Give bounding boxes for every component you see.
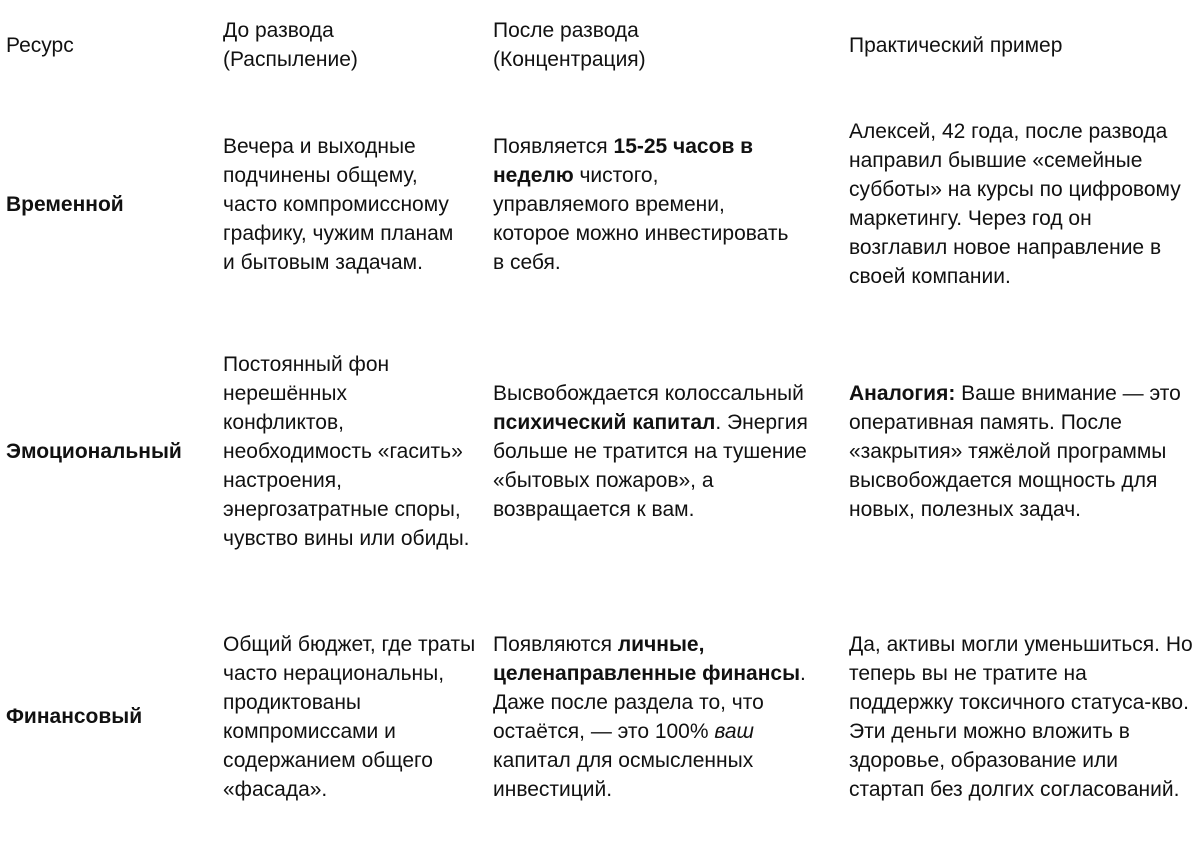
header-before [217, 0, 487, 90]
row-label-emotional [0, 318, 217, 584]
header-after [487, 0, 843, 90]
header-after-text: После развода (Концентрация) [493, 19, 646, 71]
row-emotional-example-text [849, 379, 1194, 524]
row-emotional-example-body: Ваше внимание — это оперативная память. После «закрытия» тяжёлой программы высвобождается мощность для новых, полезных задач. [849, 381, 1181, 521]
row-time-before [217, 90, 487, 318]
row-time-example [843, 90, 1200, 318]
row-time-after-part2: чистого, управляемого времени, которое можно инвестировать в себя. [493, 163, 789, 274]
row-financial-after-bold: личные, целенаправленные финансы [493, 632, 801, 685]
header-resource-text: Ресурс [6, 33, 74, 57]
row-financial-after-part1: Появляются [493, 632, 618, 656]
row-time-after [487, 90, 843, 318]
row-label-emotional-text: Эмоциональный [6, 439, 182, 463]
row-emotional-before [217, 318, 487, 584]
row-time-after-part1: Появляется [493, 134, 614, 158]
row-emotional-after [487, 318, 843, 584]
row-financial-after-text [493, 630, 808, 804]
row-emotional-after-part1: Высвобождается колоссальный [493, 381, 804, 405]
row-time-example-text: Алексей, 42 года, после развода направил бывшие «семейные субботы» на курсы по цифровому маркетингу. Через год он возглавил новое направление в своей компании. [849, 120, 1181, 288]
row-financial-before-text: Общий бюджет, где траты часто нерациональны, продиктованы компромиссами и содержанием общего «фасада». [223, 632, 476, 801]
row-time-after-text [493, 132, 793, 277]
row-label-time-text: Временной [6, 192, 124, 216]
row-financial-example [843, 584, 1200, 849]
header-resource [0, 0, 217, 90]
row-time-after-bold: 15-25 часов в неделю [493, 134, 754, 187]
header-example-text: Практический пример [849, 33, 1063, 57]
row-emotional-before-text: Постоянный фон нерешённых конфликтов, необходимость «гасить» настроения, энергозатратные споры, чувство вины или обиды. [223, 352, 470, 550]
header-example [843, 0, 1200, 90]
row-emotional-example-bold: Аналогия: [849, 381, 956, 405]
row-financial-after-italic: ваш [714, 719, 754, 743]
row-emotional-after-part2: . Энергия больше не тратится на тушение «бытовых пожаров», а возвращается к вам. [493, 410, 808, 521]
row-financial-after-part2: . Даже после раздела то, что остаётся, — это 100% [493, 661, 806, 743]
row-time-before-text: Вечера и выходные подчинены общему, часто компромиссному графику, чужим планам и бытовым задачам. [223, 134, 454, 274]
row-financial-example-text: Да, активы могли уменьшиться. Но теперь вы не тратите на поддержку токсичного статуса-кво. Эти деньги можно вложить в здоровье, образование или стартап без долгих согласований. [849, 632, 1193, 801]
row-emotional-after-text [493, 379, 823, 524]
row-emotional-example [843, 318, 1200, 584]
row-label-financial-text: Финансовый [6, 705, 143, 728]
row-financial-after [487, 584, 843, 849]
row-label-financial [0, 584, 217, 849]
row-label-time [0, 90, 217, 318]
header-before-text: До развода (Распыление) [223, 19, 358, 71]
row-financial-before [217, 584, 487, 849]
row-financial-after-part3: капитал для осмысленных инвестиций. [493, 748, 754, 801]
row-emotional-after-bold: психический капитал [493, 410, 716, 434]
